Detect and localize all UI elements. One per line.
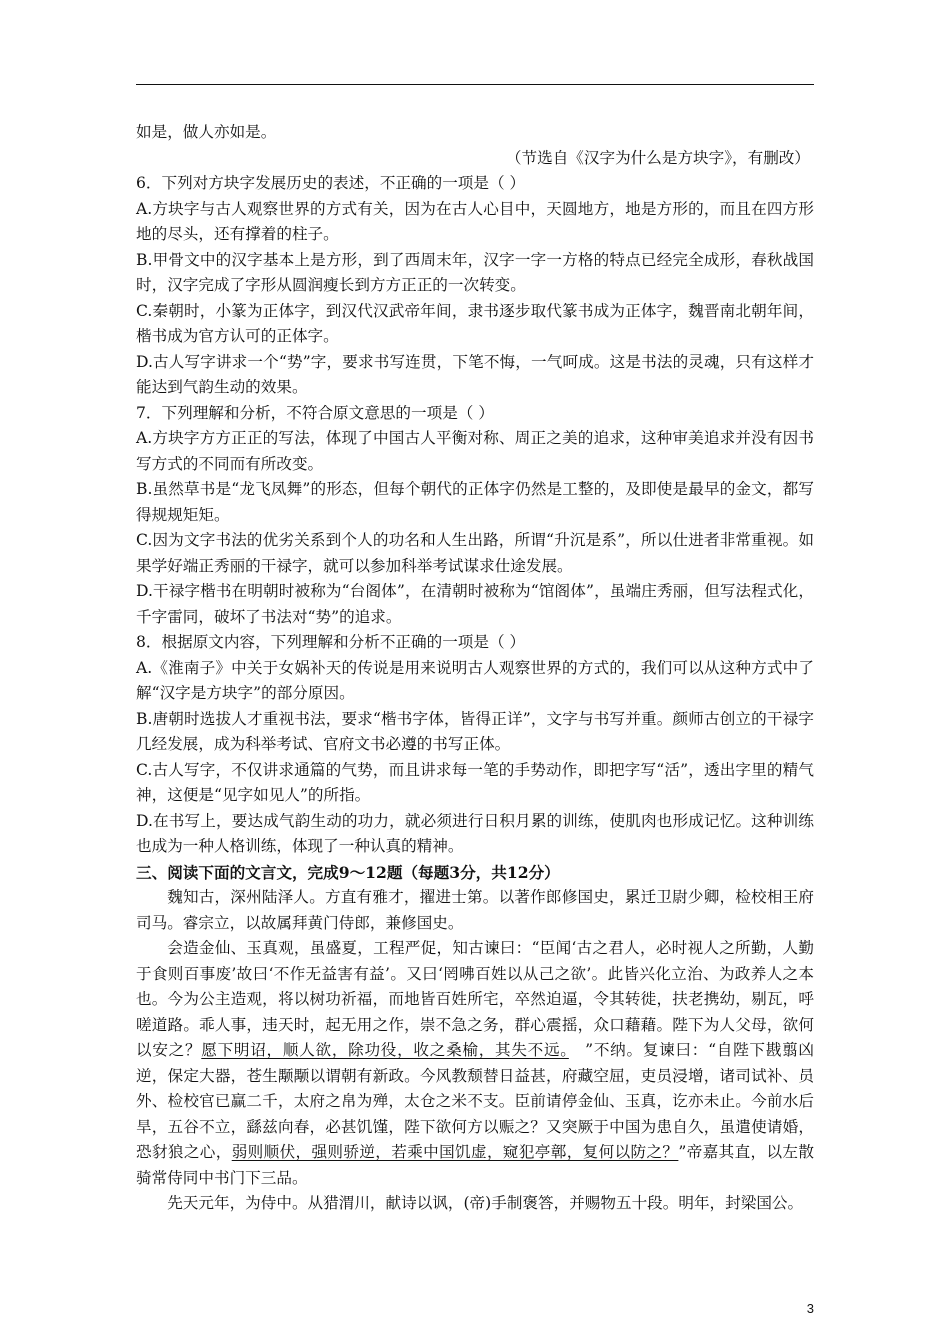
question-8-option-c: C.古人写字，不仅讲求通篇的气势，而且讲求每一笔的手势动作，即把字写“活”，透出字里的精气神，这便是“见字如见人”的所指。 <box>136 760 814 804</box>
header-rule <box>136 84 814 85</box>
passage-paragraph-2 <box>136 936 814 1191</box>
question-8-stem: 8．根据原文内容，下列理解和分析不正确的一项是（ ） <box>136 633 526 651</box>
passage-text: 会造金仙、玉真观，虽盛夏，工程严促，知古谏曰：“臣闻‘古之君人，必时视人之所勤，人勤于食则百事废’故曰‘不作无益害有益’。又曰‘罔咈百姓以从己之欲’。此皆兴化立治、为政养人之本也。今为公主造观，将以树功祈福，而地皆百姓所宅，卒然迫逼，令其转徙，扶老携幼，剔瓦，呼嗟道路。乖人事，违天时，起无用之作，崇不急之务，群心震摇，众口藉藉。陛下为人父母，欲何以安之？ <box>136 939 814 1059</box>
question-7-option-d: D.干禄字楷书在明朝时被称为“台阁体”，在清朝时被称为“馆阁体”，虽端庄秀丽，但写法程式化，千字雷同，破坏了书法对“势”的追求。 <box>136 582 814 626</box>
question-8-option-a: A.《淮南子》中关于女娲补天的传说是用来说明古人观察世界的方式的，我们可以从这种方式中了解“汉字是方块字”的部分原因。 <box>136 658 814 702</box>
question-7-option-a: A.方块字方方正正的写法，体现了中国古人平衡对称、周正之美的追求，这种审美追求并没有因书写方式的不同而有所改变。 <box>136 429 814 473</box>
page-number: 3 <box>806 1301 814 1316</box>
question-7-option-c: C.因为文字书法的优劣关系到个人的功名和人生出路，所谓“升沉是系”，所以仕进者非常重视。如果学好端正秀丽的干禄字，就可以参加科举考试谋求仕途发展。 <box>136 531 814 575</box>
passage-text: ”不纳。复谏曰：“自陛下戡翦凶逆，保定大器，苍生颙颙以谓朝有新政。今风教颓替日益甚，府藏空屈，吏员浸增，诸司试补、员外、检校官已赢二千，太府之帛为殚，太仓之米不支。臣前请停金仙、玉真，讫亦未止。今前水后旱，五谷不立，繇兹向春，必甚饥馑，陛下欲何方以赈之？又突厥于中国为患自久，虽遣使请婚，恐豺狼之心， <box>136 1041 814 1161</box>
question-6-option-d: D.古人写字讲求一个“势”字，要求书写连贯，下笔不悔，一气呵成。这是书法的灵魂，只有这样才能达到气韵生动的效果。 <box>136 352 814 396</box>
underlined-sentence-1: 愿下明诏，顺人欲，除功役，收之桑榆，其失不远。 <box>201 1041 569 1059</box>
question-8-option-d: D.在书写上，要达成气韵生动的功力，就必须进行日积月累的训练，使肌肉也形成记忆。这种训练也成为一种人格训练，体现了一种认真的精神。 <box>136 811 814 855</box>
passage-text: ”帝嘉其直，以左散骑常侍同中书门下三品。 <box>136 1143 814 1187</box>
document-body <box>136 120 814 1217</box>
section-3-heading: 三、阅读下面的文言文，完成9～12题（每题3分，共12分） <box>136 862 560 882</box>
source-citation: （节选自《汉字为什么是方块字》，有删改） <box>505 148 810 167</box>
underlined-sentence-2: 弱则顺伏，强则骄逆，若乘中国饥虚，窥犯亭鄣，复何以防之？ <box>231 1143 679 1161</box>
passage-paragraph-3: 先天元年，为侍中。从猎渭川，献诗以讽，(帝)手制褒答，并赐物五十段。明年，封梁国公。 <box>167 1194 804 1212</box>
question-6-option-c: C.秦朝时，小篆为正体字，到汉代汉武帝年间，隶书逐步取代篆书成为正体字，魏晋南北朝年间，楷书成为官方认可的正体字。 <box>136 301 814 345</box>
question-7-stem: 7．下列理解和分析，不符合原文意思的一项是（ ） <box>136 403 494 422</box>
question-7-option-b: B.虽然草书是“龙飞凤舞”的形态，但每个朝代的正体字仍然是工整的，及即使是最早的金文，都写得规规矩矩。 <box>136 480 814 524</box>
question-6-stem: 6．下列对方块字发展历史的表述，不正确的一项是（ ） <box>136 174 526 192</box>
passage-paragraph-1: 魏知古，深州陆泽人。方直有雅才，擢进士第。以著作郎修国史，累迁卫尉少卿，检校相王府司马。睿宗立，以故属拜黄门侍郎，兼修国史。 <box>136 888 814 932</box>
question-6-option-a: A.方块字与古人观察世界的方式有关，因为在古人心目中，天圆地方，地是方形的，而且在四方形地的尽头，还有撑着的柱子。 <box>136 199 814 243</box>
question-6-option-b: B.甲骨文中的汉字基本上是方形，到了西周末年，汉字一字一方格的特点已经完全成形，春秋战国时，汉字完成了字形从圆润瘦长到方方正正的一次转变。 <box>136 250 814 294</box>
question-8-option-b: B.唐朝时选拔人才重视书法，要求“楷书字体，皆得正详”，文字与书写并重。颜师古创立的干禄字几经发展，成为科举考试、官府文书必遵的书写正体。 <box>136 709 814 753</box>
intro-line: 如是，做人亦如是。 <box>136 123 277 141</box>
